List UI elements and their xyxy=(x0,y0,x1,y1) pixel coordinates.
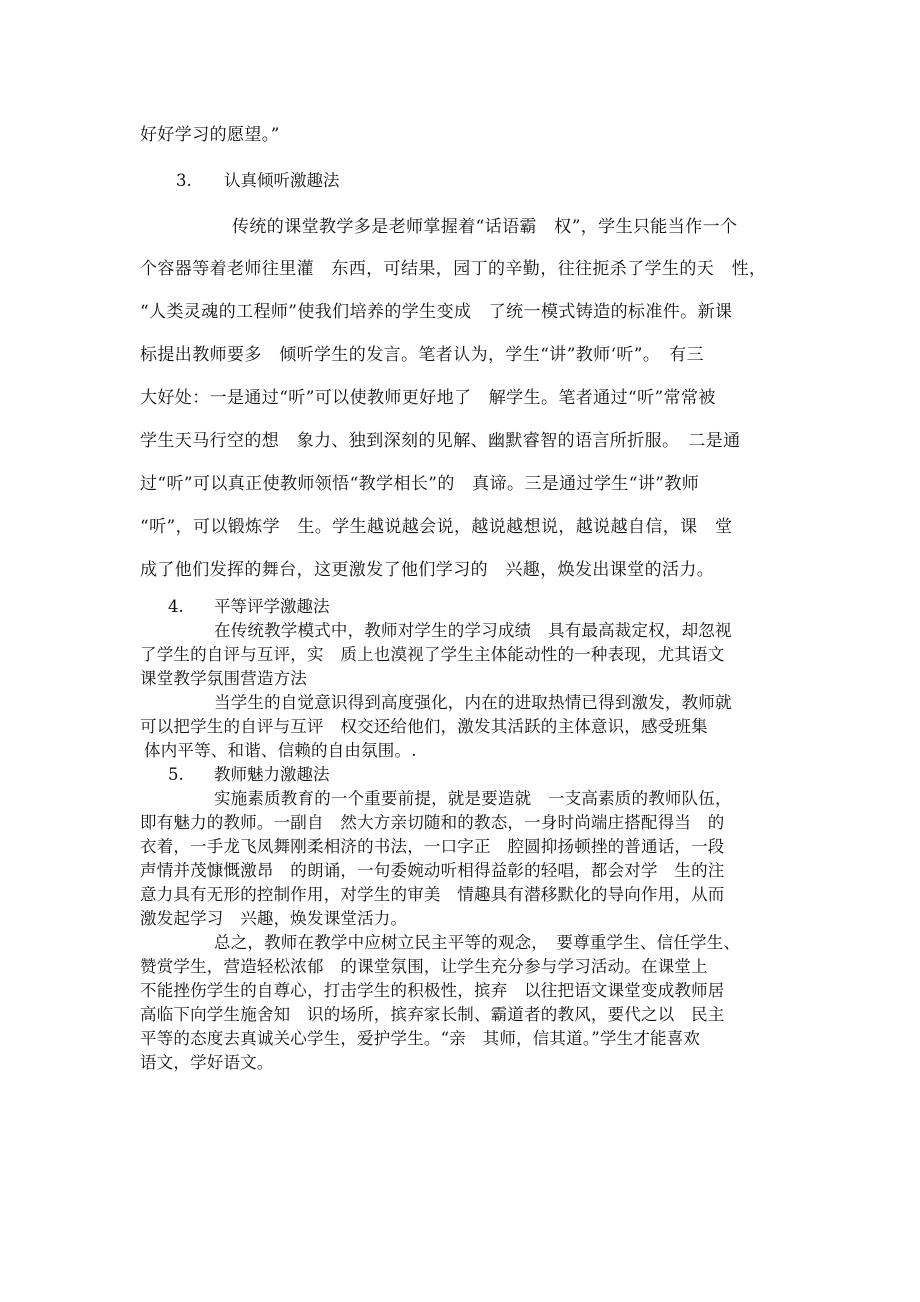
section-title: 教师魅力激趣法 xyxy=(214,765,330,784)
paragraph-line: 可以把学生的自评与互评 权交还给他们，激发其活跃的主体意识，感受班集 xyxy=(140,717,708,736)
paragraph-line: 成了他们发挥的舞台，这更激发了他们学习的 兴趣，焕发出课堂的活力。 xyxy=(140,560,715,580)
paragraph-line: 实施素质教育的一个重要前提，就是要造就 一支高素质的教师队伍， xyxy=(214,789,732,808)
paragraph-line: 过“听”可以真正使教师领悟“教学相长”的 真谛。三是通过学生“讲”教师 xyxy=(140,474,700,494)
paragraph-line: 衣着，一手龙飞凤舞刚柔相济的书法，一口字正 腔圆抑扬顿挫的普通话，一段 xyxy=(140,837,725,856)
paragraph-line: 激发起学习 兴趣，焕发课堂活力。 xyxy=(140,909,408,928)
paragraph-line: 不能挫伤学生的自尊心，打击学生的积极性，摈弃 以往把语文课堂变成教师居 xyxy=(140,981,725,1000)
paragraph-line: “听”，可以锻炼学 生。学生越说越会说，越说越想说，越说越自信，课 堂 xyxy=(140,517,733,537)
paragraph-line: 平等的态度去真诚关心学生，爱护学生。“亲 其师，信其道。”学生才能喜欢 xyxy=(140,1029,701,1048)
paragraph-line: 赞赏学生，营造轻松浓郁 的课堂氛围，让学生充分参与学习活动。在课堂上 xyxy=(140,957,708,976)
paragraph-line: “人类灵魂的工程师”使我们培养的学生变成 了统一模式铸造的标准件。新课 xyxy=(140,302,733,322)
section-number: 5. xyxy=(168,765,184,784)
paragraph-line: 传统的课堂教学多是老师掌握着“话语霸 权”，学生只能当作一个 xyxy=(232,217,738,237)
paragraph-line: 声情并茂慷慨激昂 的朗诵，一句委婉动听相得益彰的轻唱，都会对学 生的注 xyxy=(140,861,725,880)
paragraph-line: 语文，学好语文。 xyxy=(140,1053,274,1072)
paragraph-line: 大好处：一是通过“听”可以使教师更好地了 解学生。笔者通过“听”常常被 xyxy=(140,388,716,408)
paragraph-line: 当学生的自觉意识得到高度强化，内在的进取热情已得到激发，教师就 xyxy=(214,693,732,712)
paragraph-line: 在传统教学模式中，教师对学生的学习成绩 具有最高裁定权，却忽视 xyxy=(214,621,732,640)
paragraph-line: 标提出教师要多 倾听学生的发言。笔者认为，学生“讲”教师‘听”。 有三 xyxy=(140,345,704,365)
section-number: 4. xyxy=(168,597,184,616)
paragraph-line: 学生天马行空的想 象力、独到深刻的见解、幽默睿智的语言所折服。 二是通 xyxy=(140,431,741,451)
section-heading xyxy=(168,593,330,617)
paragraph-line: 个容器等着老师往里灌 东西，可结果，园丁的辛勤，往往扼杀了学生的天 性， xyxy=(140,259,767,279)
section-title: 认真倾听激趣法 xyxy=(224,171,340,190)
paragraph-line: 好好学习的愿望。” xyxy=(140,125,280,145)
paragraph-line: 意力具有无形的控制作用，对学生的审美 情趣具有潜移默化的导向作用，从而 xyxy=(140,885,725,904)
section-heading xyxy=(168,761,330,785)
paragraph-line: 总之，教师在教学中应树立民主平等的观念， 要尊重学生、信任学生、 xyxy=(214,933,741,952)
section-number: 3. xyxy=(176,171,192,190)
paragraph-line: 即有魅力的教师。一副自 然大方亲切随和的教态，一身时尚端庄搭配得当 的 xyxy=(140,813,725,832)
paragraph-line: 了学生的自评与互评，实 质上也漠视了学生主体能动性的一种表现，尤其语文 xyxy=(140,645,725,664)
section-heading xyxy=(176,167,340,191)
paragraph-line: 高临下向学生施舍知 识的场所，摈弃家长制、霸道者的教风，要代之以 民主 xyxy=(140,1005,725,1024)
paragraph-line: 体内平等、和谐、信赖的自由氛围。. xyxy=(144,741,417,760)
section-title: 平等评学激趣法 xyxy=(214,597,330,616)
paragraph-line: 课堂教学氛围营造方法 xyxy=(140,669,307,688)
